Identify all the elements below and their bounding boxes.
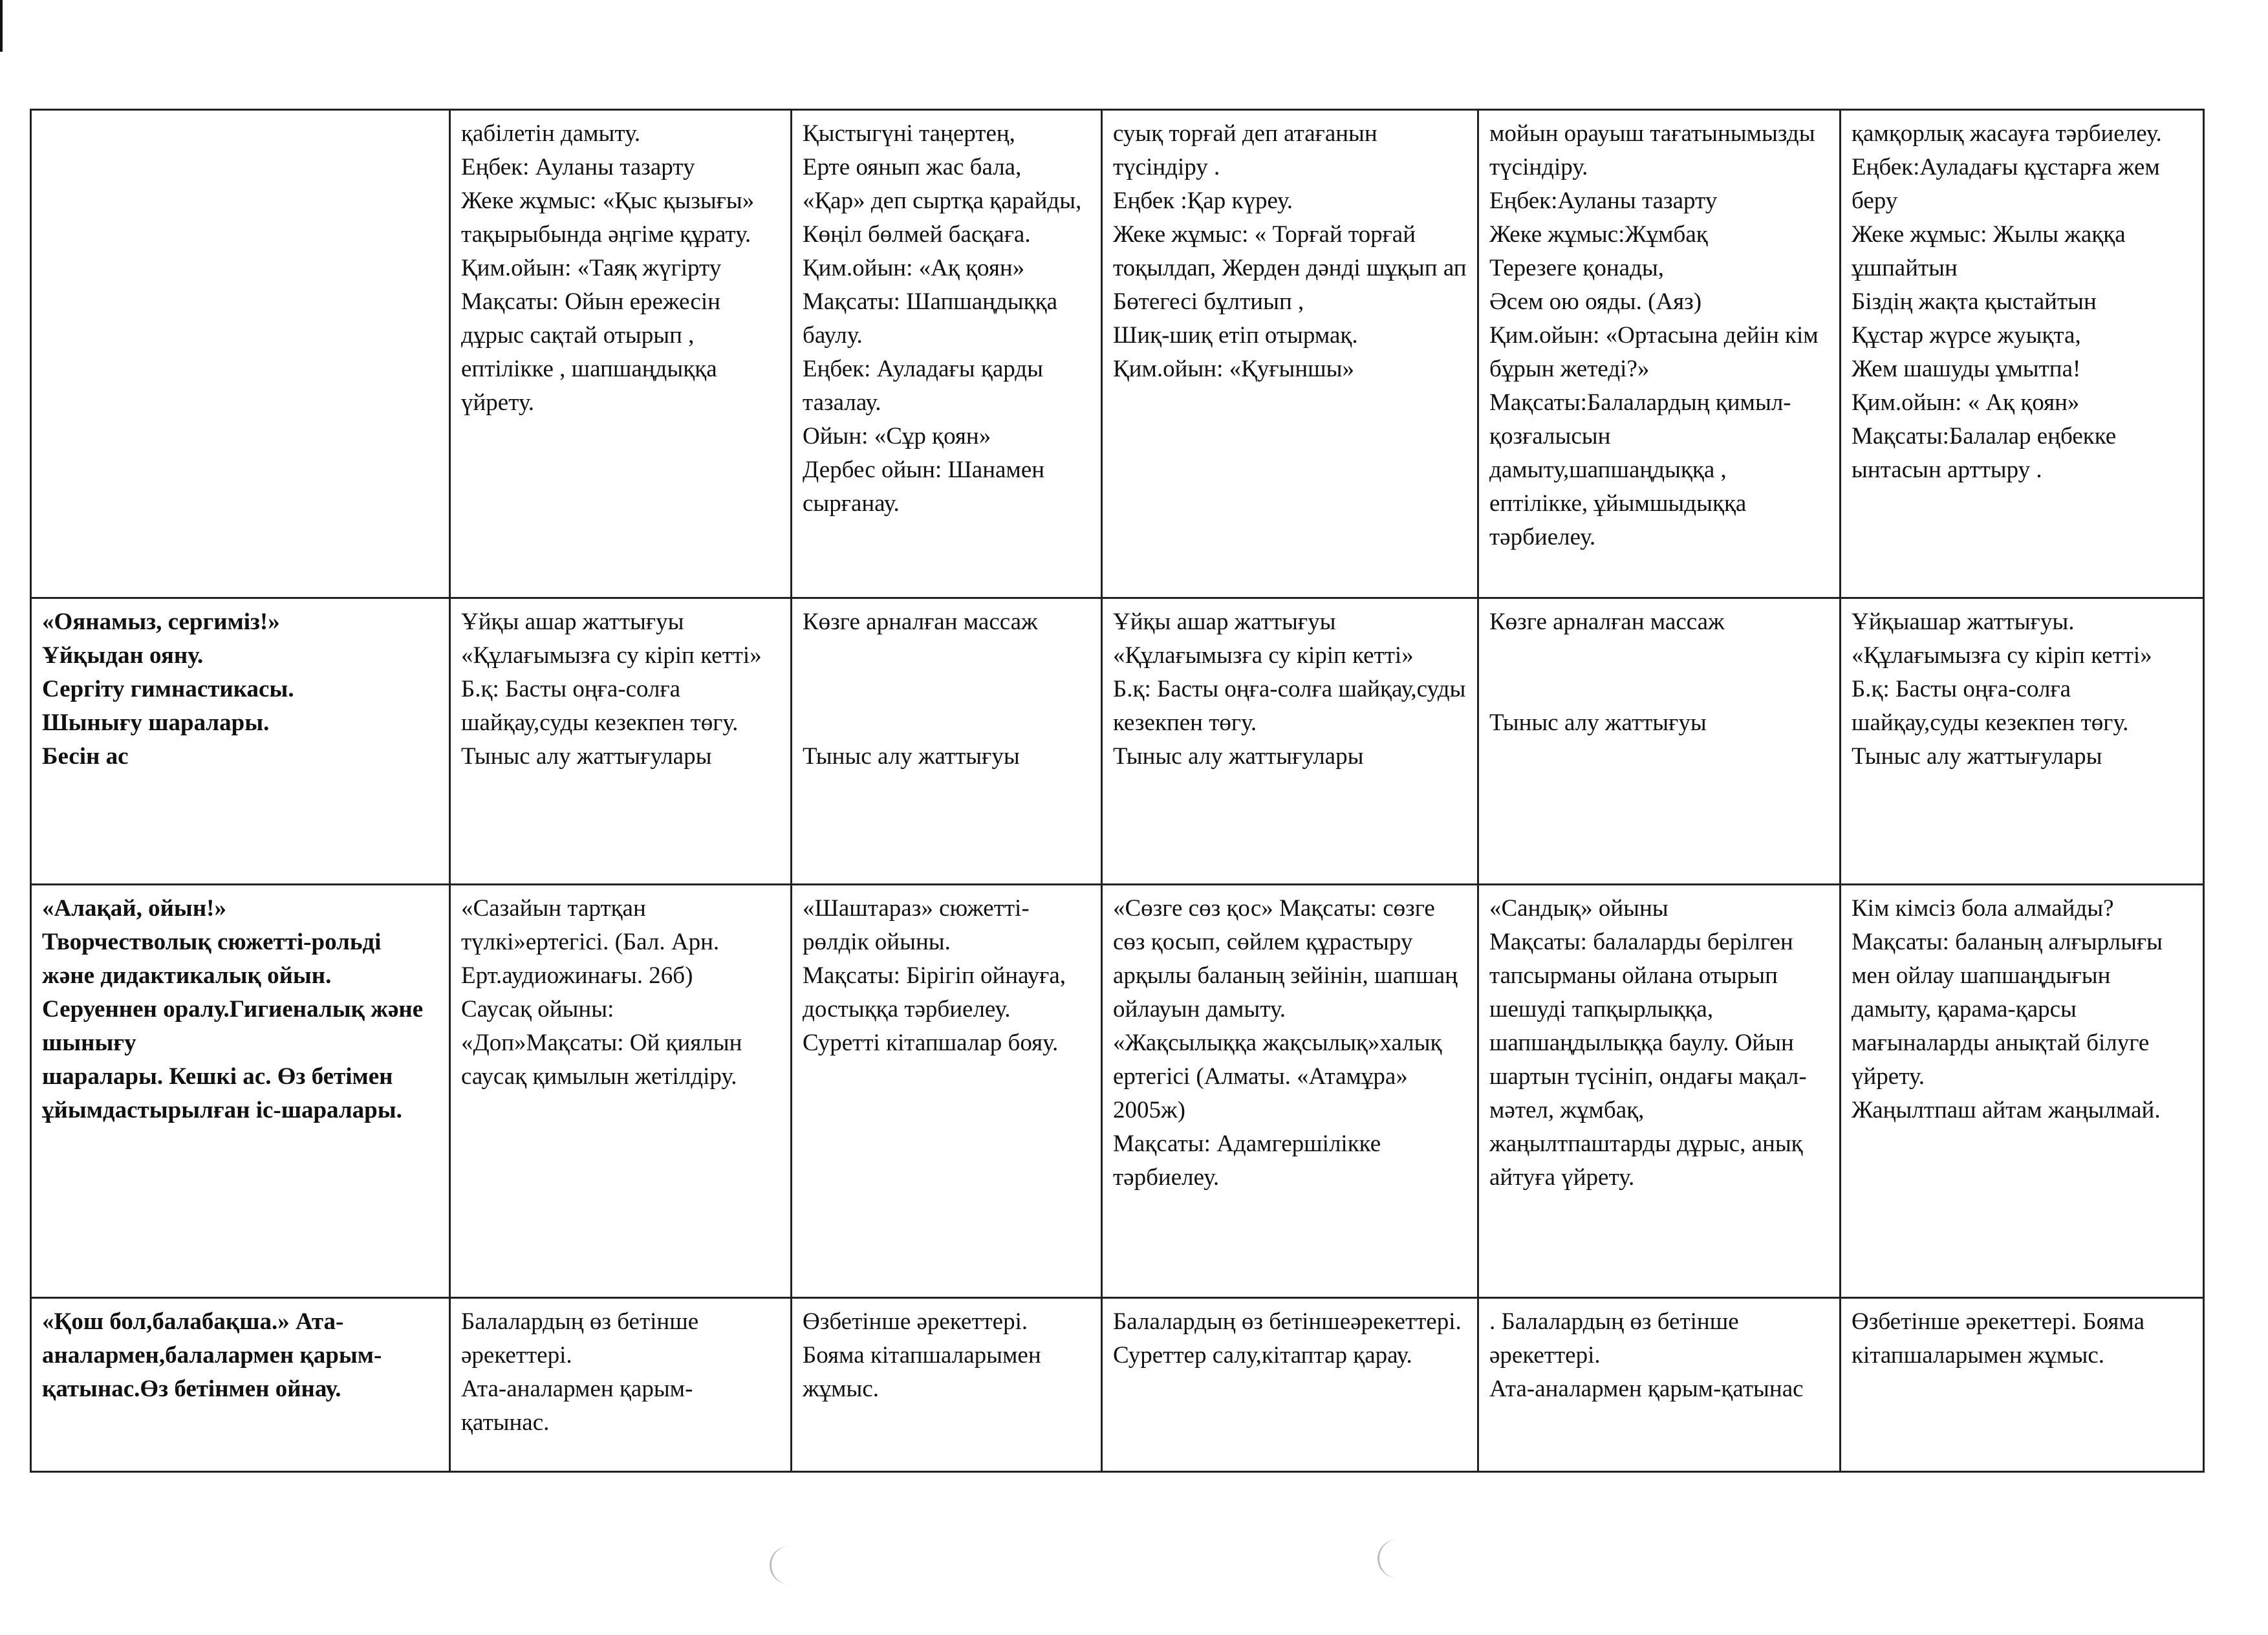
activity-line: суық торғай деп атағанын түсіндіру . <box>1113 120 1377 180</box>
day-activity-cell <box>1478 1298 1841 1472</box>
activity-line: Жеке жұмыс: «Қыс қызығы» тақырыбында әңгіме құрату. <box>461 188 755 248</box>
activity-line: Жаңылтпаш айтам жаңылмай. <box>1852 1097 2161 1123</box>
section-title-line: Сергіту гимнастикасы. <box>42 676 294 702</box>
day-activity-cell <box>1102 885 1478 1298</box>
activity-line: «Шаштараз» сюжетті-рөлдік ойыны. <box>803 895 1030 955</box>
activity-line: Ерте оянып жас бала, <box>803 154 1022 180</box>
section-title-line: «Оянамыз, сергиміз!» <box>42 609 280 635</box>
plan-row <box>31 885 2204 1298</box>
scan-edge-mark <box>0 0 3 52</box>
activity-line: Көзге арналған массаж <box>1489 609 1725 635</box>
activity-line <box>803 639 1090 673</box>
activity-line: Жем шашуды ұмытпа! <box>1852 356 2081 382</box>
activity-line: «Жақсылыққа жақсылық»халық ертегісі (Алматы. «Атамұра» 2005ж) <box>1113 1030 1442 1123</box>
day-activity-cell <box>792 598 1102 885</box>
activity-line: Еңбек: Ауланы тазарту <box>461 154 695 180</box>
section-title-cell <box>31 1298 450 1472</box>
day-activity-cell <box>1841 110 2204 598</box>
activity-line: Б.қ: Басты оңға-солға шайқау,суды кезекпен төгу. <box>1113 676 1466 736</box>
activity-line: Еңбек:Ауланы тазарту <box>1489 188 1718 214</box>
activity-line: Мақсаты: балаларды берілген тапсырманы ойлана отырып шешуді тапқырлыққа, шапшаңдылыққа баулу. Ойын шартын түсініп, ондағы мақал-мәтел, жұмбақ, жаңылтпаштарды дұрыс, анық айтуға үйрету. <box>1489 929 1807 1191</box>
activity-line: Шиқ-шиқ етіп отырмақ. <box>1113 322 1358 349</box>
activity-line: Еңбек:Ауладағы құстарға жем беру <box>1852 154 2160 214</box>
section-title-cell <box>31 110 450 598</box>
activity-line: «Сазайын тартқан түлкі»ертегісі. (Бал. Арн. Ерт.аудиожинағы. 26б) <box>461 895 720 989</box>
activity-line: Бөтегесі бұлтиып , <box>1113 288 1304 315</box>
plan-table-body <box>31 110 2204 1472</box>
day-activity-cell <box>450 110 792 598</box>
day-activity-cell <box>1478 885 1841 1298</box>
activity-line: Тыныс алу жаттығулары <box>1852 743 2102 770</box>
activity-line: Құстар жүрсе жуықта, <box>1852 322 2081 349</box>
daily-plan-table <box>30 109 2205 1473</box>
activity-line: Суреттер салу,кітаптар қарау. <box>1113 1342 1412 1369</box>
activity-line: Б.қ: Басты оңға-солға шайқау,суды кезекпен төгу. <box>1852 676 2129 736</box>
scan-artifact <box>770 1546 810 1585</box>
activity-line: Қим.ойын: «Қуғыншы» <box>1113 356 1354 382</box>
section-title-cell <box>31 885 450 1298</box>
activity-line: Мақсаты: Шапшаңдыққа баулу. <box>803 288 1058 349</box>
day-activity-cell <box>450 598 792 885</box>
plan-row <box>31 1298 2204 1472</box>
plan-row <box>31 598 2204 885</box>
activity-line: Тыныс алу жаттығуы <box>1489 709 1707 736</box>
activity-line: Тыныс алу жаттығулары <box>461 743 712 770</box>
activity-line: Ұйқы ашар жаттығуы «Құлағымызға су кіріп кетті» <box>1113 609 1414 669</box>
activity-line: «Сөзге сөз қос» Мақсаты: сөзге сөз қосып, сөйлем құрастыру арқылы баланың зейінін, шапшаң ойлауын дамыту. <box>1113 895 1458 1023</box>
activity-line: Ата-аналармен қарым-қатынас. <box>461 1376 693 1436</box>
activity-line: Тыныс алу жаттығулары <box>1113 743 1364 770</box>
section-title-line: Серуеннен оралу.Гигиеналық және шынығу <box>42 996 424 1056</box>
activity-line: Қыстыгүні таңертең, <box>803 120 1015 147</box>
day-activity-cell <box>1102 1298 1478 1472</box>
section-title-line: «Алақай, ойын!» <box>42 895 226 922</box>
activity-line: Өзбетінше әрекеттері. Бояма кітапшаларымен жұмыс. <box>803 1308 1041 1402</box>
activity-line: Дербес ойын: Шанамен сырғанау. <box>803 457 1045 517</box>
activity-line: Мақсаты:Балалар еңбекке ынтасын арттыру . <box>1852 423 2117 483</box>
activity-line: Мақсаты: баланың алғырлығы мен ойлау шапшаңдығын дамыту, қарама-қарсы мағыналарды анықтай білуге үйрету. <box>1852 929 2163 1090</box>
day-activity-cell <box>792 110 1102 598</box>
activity-line: қабілетін дамыту. <box>461 120 641 147</box>
activity-line: Тыныс алу жаттығуы <box>803 743 1020 770</box>
activity-line: Мақсаты:Балалардың қимыл-қозғалысын дамыту,шапшаңдыққа , ептілікке, ұйымшыдыққа тәрбиелеу. <box>1489 389 1791 550</box>
activity-line: «Сандық» ойыны <box>1489 895 1669 922</box>
day-activity-cell <box>1102 598 1478 885</box>
section-title-line: шаралары. Кешкі ас. Өз бетімен ұйымдастырылған іс-шаралары. <box>42 1063 402 1123</box>
activity-line: Әсем ою ояды. (Аяз) <box>1489 288 1702 315</box>
activity-line: Ұйқыашар жаттығуы. «Құлағымызға су кіріп кетті» <box>1852 609 2152 669</box>
activity-line: Кім кімсіз бола алмайды? <box>1852 895 2114 922</box>
day-activity-cell <box>1841 598 2204 885</box>
activity-line: . Балалардың өз бетінше әрекеттері. <box>1489 1308 1739 1369</box>
day-activity-cell <box>1102 110 1478 598</box>
activity-line: қамқорлық жасауға тәрбиелеу. <box>1852 120 2162 147</box>
activity-line: Мақсаты: Адамгершілікке тәрбиелеу. <box>1113 1131 1381 1191</box>
section-title-line: Бесін ас <box>42 743 129 770</box>
day-activity-cell <box>1841 885 2204 1298</box>
activity-line: Көзге арналған массаж <box>803 609 1038 635</box>
section-title-line: Шынығу шаралары. <box>42 709 270 736</box>
activity-line: Қим.ойын: «Таяқ жүгірту <box>461 255 722 281</box>
activity-line: Мақсаты: Ойын ережесін дұрыс сақтай отырып , ептілікке , шапшаңдыққа үйрету. <box>461 288 720 416</box>
activity-line: Ата-аналармен қарым-қатынас <box>1489 1376 1804 1402</box>
activity-line: Көңіл бөлмей басқаға. <box>803 221 1031 248</box>
activity-line: Өзбетінше әрекеттері. Бояма кітапшаларымен жұмыс. <box>1852 1308 2145 1369</box>
activity-line: Жеке жұмыс: « Торғай торғай тоқылдап, Жерден дәнді шұқып ап <box>1113 221 1467 281</box>
activity-line: Қим.ойын: «Ақ қоян» <box>803 255 1025 281</box>
activity-line: мойын орауыш тағатынымызды түсіндіру. <box>1489 120 1815 180</box>
day-activity-cell <box>792 1298 1102 1472</box>
section-title-line: Творчестволық сюжетті-рольді және дидактикалық ойын. <box>42 929 382 989</box>
activity-line: Саусақ ойыны: «Доп»Мақсаты: Ой қиялын саусақ қимылын жетілдіру. <box>461 996 742 1090</box>
section-title-line: «Қош бол,балабақша.» Ата-аналармен,балалармен қарым-қатынас.Өз бетінмен ойнау. <box>42 1308 382 1402</box>
activity-line: Қим.ойын: «Ортасына дейін кім бұрын жетеді?» <box>1489 322 1819 382</box>
activity-line: Жеке жұмыс: Жылы жаққа ұшпайтын <box>1852 221 2126 281</box>
activity-line: Қим.ойын: « Ақ қоян» <box>1852 389 2080 416</box>
activity-line: Еңбек: Ауладағы қарды тазалау. <box>803 356 1043 416</box>
activity-line <box>803 673 1090 706</box>
activity-line: Еңбек :Қар күреу. <box>1113 188 1293 214</box>
activity-line: Балалардың өз бетінше әрекеттері. <box>461 1308 699 1369</box>
plan-row <box>31 110 2204 598</box>
activity-line: Жеке жұмыс:Жұмбақ <box>1489 221 1708 248</box>
activity-line: Ұйқы ашар жаттығуы «Құлағымызға су кіріп кетті» <box>461 609 762 669</box>
activity-line: Ойын: «Сұр қоян» <box>803 423 991 449</box>
day-activity-cell <box>450 885 792 1298</box>
section-title-cell <box>31 598 450 885</box>
activity-line: Мақсаты: Бірігіп ойнауға, достыққа тәрбиелеу. <box>803 962 1066 1023</box>
activity-line: Балалардың өз бетіншеәрекеттері. <box>1113 1308 1462 1335</box>
section-title-line: Ұйқыдан ояну. <box>42 642 204 669</box>
day-activity-cell <box>792 885 1102 1298</box>
day-activity-cell <box>450 1298 792 1472</box>
day-activity-cell <box>1478 598 1841 885</box>
activity-line: Терезеге қонады, <box>1489 255 1665 281</box>
activity-line: «Қар» деп сыртқа қарайды, <box>803 188 1082 214</box>
day-activity-cell <box>1478 110 1841 598</box>
activity-line: Б.қ: Басты оңға-солға шайқау,суды кезекпен төгу. <box>461 676 739 736</box>
activity-line: Суретті кітапшалар бояу. <box>803 1030 1059 1056</box>
day-activity-cell <box>1841 1298 2204 1472</box>
activity-line <box>1489 639 1829 673</box>
activity-line: Біздің жақта қыстайтын <box>1852 288 2097 315</box>
scan-artifact <box>1377 1539 1418 1578</box>
activity-line <box>803 706 1090 740</box>
activity-line <box>1489 673 1829 706</box>
